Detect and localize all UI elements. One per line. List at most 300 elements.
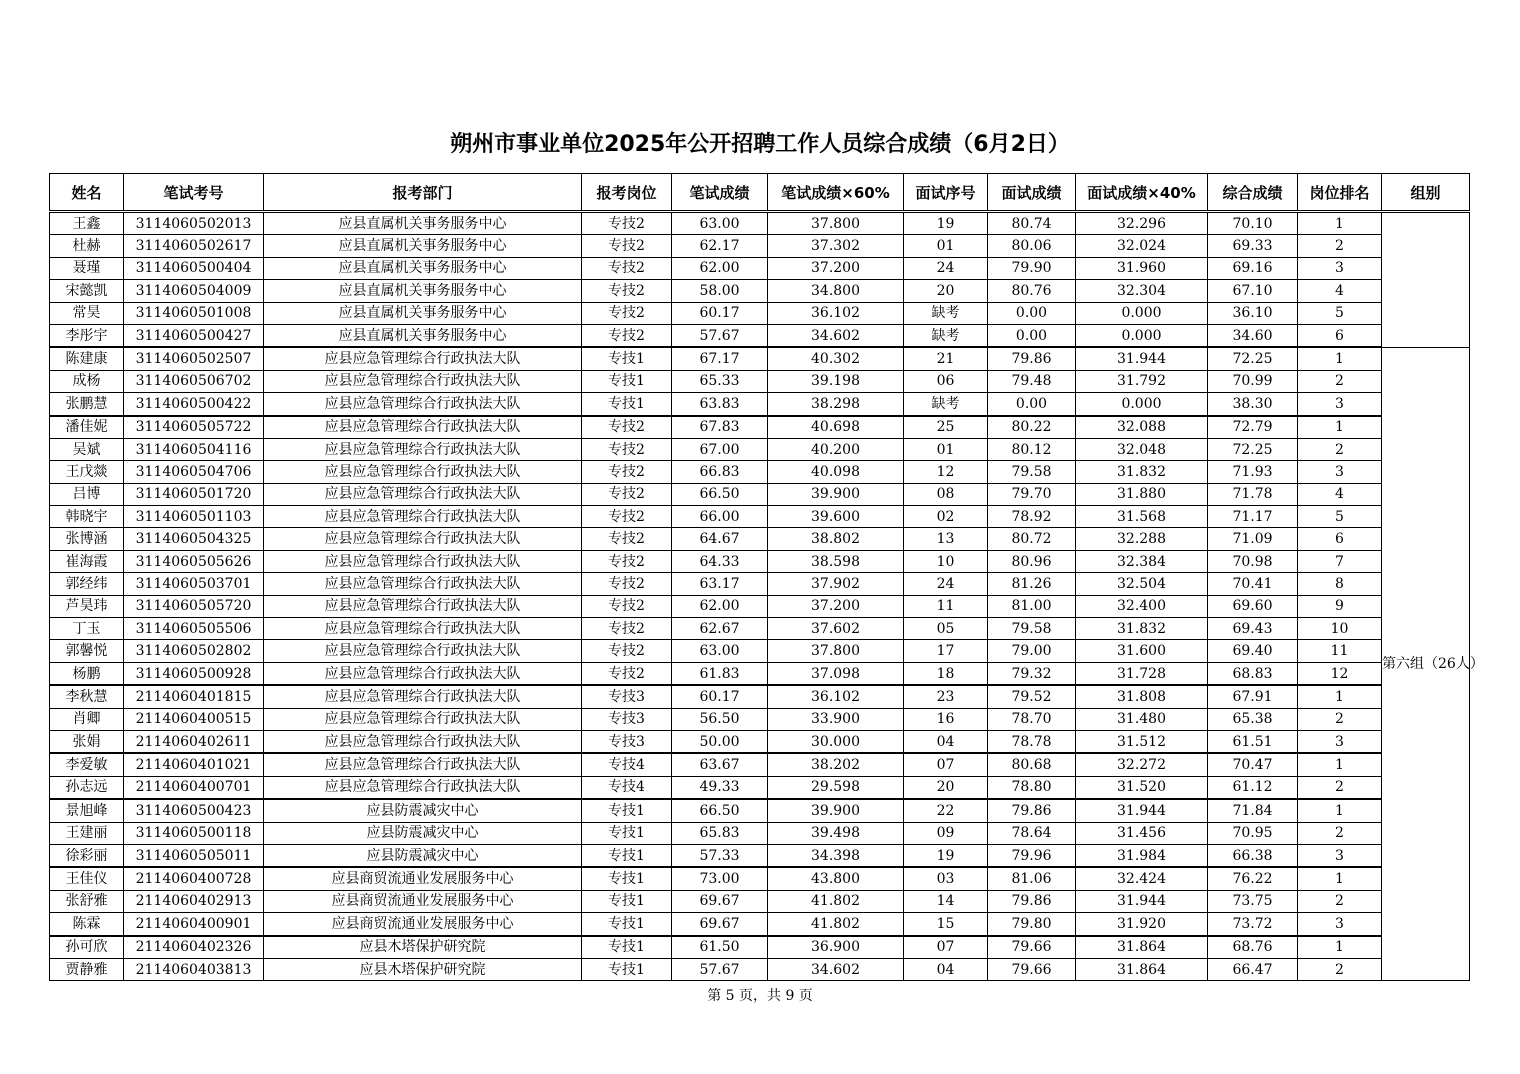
table-row: [50, 506, 1470, 528]
cell-interview-seq: 缺考: [904, 302, 988, 324]
cell-interview-score: 80.72: [988, 528, 1076, 550]
cell-interview-score: 79.58: [988, 618, 1076, 640]
table-row: [50, 393, 1470, 416]
cell-rank: 4: [1298, 483, 1382, 505]
cell-post: 专技2: [582, 324, 672, 347]
cell-interview-seq: 01: [904, 235, 988, 257]
cell-department: 应县防震减灾中心: [264, 822, 582, 844]
cell-exam-id: 2114060400901: [124, 913, 264, 936]
cell-total-score: 69.33: [1208, 235, 1298, 257]
cell-exam-id: 3114060505720: [124, 595, 264, 617]
cell-name: 吴斌: [50, 438, 124, 460]
cell-total-score: 71.17: [1208, 506, 1298, 528]
cell-exam-id: 2114060400728: [124, 867, 264, 890]
cell-written-score: 57.67: [672, 958, 768, 980]
page-footer: 第 5 页，共 9 页: [707, 988, 813, 1004]
table-row: [50, 347, 1470, 370]
cell-rank: 3: [1298, 730, 1382, 753]
cell-name: 李秋慧: [50, 685, 124, 708]
cell-name: 张鹏慧: [50, 393, 124, 416]
cell-interview-score: 80.96: [988, 550, 1076, 572]
cell-written-60: 40.200: [768, 438, 904, 460]
cell-rank: 2: [1298, 370, 1382, 392]
cell-interview-score: 79.86: [988, 347, 1076, 370]
cell-rank: 10: [1298, 618, 1382, 640]
cell-written-60: 37.302: [768, 235, 904, 257]
cell-post: 专技2: [582, 235, 672, 257]
cell-rank: 3: [1298, 461, 1382, 483]
cell-department: 应县应急管理综合行政执法大队: [264, 528, 582, 550]
cell-rank: 3: [1298, 844, 1382, 867]
cell-written-60: 41.802: [768, 913, 904, 936]
cell-written-score: 49.33: [672, 776, 768, 799]
cell-rank: 2: [1298, 822, 1382, 844]
cell-written-60: 41.802: [768, 890, 904, 912]
cell-name: 郭馨悦: [50, 640, 124, 662]
cell-written-score: 73.00: [672, 867, 768, 890]
cell-interview-seq: 24: [904, 257, 988, 279]
cell-department: 应县应急管理综合行政执法大队: [264, 595, 582, 617]
cell-interview-seq: 03: [904, 867, 988, 890]
cell-total-score: 36.10: [1208, 302, 1298, 324]
cell-post: 专技2: [582, 302, 672, 324]
cell-total-score: 71.84: [1208, 799, 1298, 822]
cell-interview-score: 80.12: [988, 438, 1076, 460]
cell-interview-seq: 21: [904, 347, 988, 370]
cell-name: 景旭峰: [50, 799, 124, 822]
cell-written-60: 38.202: [768, 753, 904, 776]
cell-department: 应县商贸流通业发展服务中心: [264, 890, 582, 912]
cell-post: 专技2: [582, 640, 672, 662]
cell-written-60: 37.098: [768, 662, 904, 685]
cell-name: 张娟: [50, 730, 124, 753]
cell-name: 崔海霞: [50, 550, 124, 572]
cell-interview-seq: 13: [904, 528, 988, 550]
cell-name: 张博涵: [50, 528, 124, 550]
cell-interview-seq: 24: [904, 573, 988, 595]
cell-written-60: 30.000: [768, 730, 904, 753]
cell-department: 应县应急管理综合行政执法大队: [264, 662, 582, 685]
cell-department: 应县直属机关事务服务中心: [264, 302, 582, 324]
header-rank: 岗位排名: [1298, 174, 1382, 212]
cell-written-60: 34.800: [768, 280, 904, 302]
cell-written-60: 39.498: [768, 822, 904, 844]
cell-interview-score: 79.86: [988, 799, 1076, 822]
cell-interview-40: 31.456: [1076, 822, 1208, 844]
cell-department: 应县应急管理综合行政执法大队: [264, 393, 582, 416]
cell-department: 应县木塔保护研究院: [264, 958, 582, 980]
cell-post: 专技4: [582, 753, 672, 776]
cell-interview-score: 79.86: [988, 890, 1076, 912]
cell-exam-id: 3114060502617: [124, 235, 264, 257]
header-written-score: 笔试成绩: [672, 174, 768, 212]
cell-exam-id: 3114060505506: [124, 618, 264, 640]
cell-department: 应县应急管理综合行政执法大队: [264, 461, 582, 483]
cell-interview-40: 32.304: [1076, 280, 1208, 302]
cell-rank: 6: [1298, 324, 1382, 347]
cell-exam-id: 2114060401815: [124, 685, 264, 708]
header-row: [50, 174, 1470, 212]
cell-department: 应县木塔保护研究院: [264, 936, 582, 959]
cell-written-score: 60.17: [672, 302, 768, 324]
cell-department: 应县应急管理综合行政执法大队: [264, 685, 582, 708]
cell-department: 应县应急管理综合行政执法大队: [264, 483, 582, 505]
cell-written-60: 39.900: [768, 483, 904, 505]
cell-interview-40: 0.000: [1076, 324, 1208, 347]
cell-name: 杜赫: [50, 235, 124, 257]
cell-interview-40: 32.048: [1076, 438, 1208, 460]
cell-written-60: 29.598: [768, 776, 904, 799]
cell-written-60: 36.900: [768, 936, 904, 959]
cell-written-score: 65.83: [672, 822, 768, 844]
cell-total-score: 61.51: [1208, 730, 1298, 753]
cell-rank: 2: [1298, 776, 1382, 799]
cell-total-score: 72.79: [1208, 416, 1298, 439]
cell-post: 专技1: [582, 867, 672, 890]
cell-post: 专技3: [582, 685, 672, 708]
cell-written-score: 67.17: [672, 347, 768, 370]
cell-name: 王佳仪: [50, 867, 124, 890]
cell-interview-40: 31.792: [1076, 370, 1208, 392]
cell-department: 应县直属机关事务服务中心: [264, 324, 582, 347]
cell-interview-40: 31.728: [1076, 662, 1208, 685]
cell-written-score: 63.67: [672, 753, 768, 776]
cell-post: 专技1: [582, 844, 672, 867]
cell-interview-score: 80.76: [988, 280, 1076, 302]
cell-written-60: 34.398: [768, 844, 904, 867]
group-cell-previous: [1382, 212, 1470, 348]
cell-department: 应县应急管理综合行政执法大队: [264, 438, 582, 460]
cell-post: 专技2: [582, 280, 672, 302]
cell-written-60: 36.102: [768, 685, 904, 708]
cell-interview-40: 31.920: [1076, 913, 1208, 936]
cell-interview-seq: 22: [904, 799, 988, 822]
header-name: 姓名: [50, 174, 124, 212]
cell-post: 专技2: [582, 257, 672, 279]
cell-written-60: 34.602: [768, 958, 904, 980]
cell-total-score: 69.43: [1208, 618, 1298, 640]
cell-rank: 2: [1298, 958, 1382, 980]
table-row: [50, 913, 1470, 936]
cell-written-60: 37.800: [768, 212, 904, 235]
cell-rank: 7: [1298, 550, 1382, 572]
header-interview-seq: 面试序号: [904, 174, 988, 212]
cell-total-score: 69.16: [1208, 257, 1298, 279]
cell-interview-seq: 19: [904, 212, 988, 235]
table-row: [50, 257, 1470, 279]
cell-name: 王鑫: [50, 212, 124, 235]
cell-department: 应县应急管理综合行政执法大队: [264, 776, 582, 799]
cell-written-score: 64.67: [672, 528, 768, 550]
cell-interview-40: 31.480: [1076, 708, 1208, 730]
cell-exam-id: 3114060502802: [124, 640, 264, 662]
cell-total-score: 34.60: [1208, 324, 1298, 347]
cell-post: 专技2: [582, 595, 672, 617]
cell-total-score: 72.25: [1208, 347, 1298, 370]
cell-exam-id: 3114060504706: [124, 461, 264, 483]
cell-post: 专技2: [582, 573, 672, 595]
cell-written-score: 64.33: [672, 550, 768, 572]
cell-name: 成杨: [50, 370, 124, 392]
cell-name: 徐彩丽: [50, 844, 124, 867]
cell-written-60: 34.602: [768, 324, 904, 347]
table-row: [50, 640, 1470, 662]
cell-department: 应县应急管理综合行政执法大队: [264, 370, 582, 392]
cell-total-score: 68.76: [1208, 936, 1298, 959]
cell-interview-seq: 15: [904, 913, 988, 936]
page-title: 朔州市事业单位2025年公开招聘工作人员综合成绩（6月2日）: [450, 132, 1070, 157]
table-row: [50, 370, 1470, 392]
cell-post: 专技1: [582, 347, 672, 370]
cell-interview-40: 31.880: [1076, 483, 1208, 505]
cell-exam-id: 3114060504116: [124, 438, 264, 460]
cell-department: 应县直属机关事务服务中心: [264, 235, 582, 257]
cell-interview-40: 32.288: [1076, 528, 1208, 550]
cell-written-60: 37.602: [768, 618, 904, 640]
cell-interview-seq: 18: [904, 662, 988, 685]
cell-post: 专技2: [582, 212, 672, 235]
cell-exam-id: 3114060503701: [124, 573, 264, 595]
cell-interview-40: 31.944: [1076, 347, 1208, 370]
cell-written-score: 57.33: [672, 844, 768, 867]
cell-written-60: 37.902: [768, 573, 904, 595]
table-row: [50, 235, 1470, 257]
cell-department: 应县应急管理综合行政执法大队: [264, 347, 582, 370]
cell-total-score: 68.83: [1208, 662, 1298, 685]
table-row: [50, 550, 1470, 572]
cell-department: 应县应急管理综合行政执法大队: [264, 708, 582, 730]
cell-written-score: 62.67: [672, 618, 768, 640]
cell-interview-score: 78.92: [988, 506, 1076, 528]
cell-post: 专技2: [582, 550, 672, 572]
table-row: [50, 844, 1470, 867]
cell-written-60: 39.900: [768, 799, 904, 822]
table-row: [50, 416, 1470, 439]
cell-name: 李爱敏: [50, 753, 124, 776]
cell-written-score: 62.17: [672, 235, 768, 257]
cell-name: 张舒雅: [50, 890, 124, 912]
cell-rank: 2: [1298, 708, 1382, 730]
cell-total-score: 67.10: [1208, 280, 1298, 302]
cell-interview-40: 31.984: [1076, 844, 1208, 867]
cell-written-score: 63.17: [672, 573, 768, 595]
cell-written-60: 40.098: [768, 461, 904, 483]
cell-exam-id: 3114060501103: [124, 506, 264, 528]
cell-interview-40: 31.520: [1076, 776, 1208, 799]
cell-department: 应县应急管理综合行政执法大队: [264, 640, 582, 662]
cell-exam-id: 3114060500423: [124, 799, 264, 822]
cell-rank: 6: [1298, 528, 1382, 550]
cell-post: 专技1: [582, 913, 672, 936]
cell-department: 应县应急管理综合行政执法大队: [264, 550, 582, 572]
cell-interview-score: 0.00: [988, 393, 1076, 416]
cell-written-score: 66.50: [672, 483, 768, 505]
cell-department: 应县直属机关事务服务中心: [264, 280, 582, 302]
cell-written-score: 66.00: [672, 506, 768, 528]
cell-name: 肖卿: [50, 708, 124, 730]
cell-total-score: 69.40: [1208, 640, 1298, 662]
table-row: [50, 212, 1470, 235]
cell-total-score: 70.41: [1208, 573, 1298, 595]
cell-total-score: 70.95: [1208, 822, 1298, 844]
cell-interview-seq: 07: [904, 936, 988, 959]
cell-interview-seq: 25: [904, 416, 988, 439]
cell-written-score: 63.00: [672, 640, 768, 662]
cell-written-60: 37.800: [768, 640, 904, 662]
cell-exam-id: 3114060500427: [124, 324, 264, 347]
cell-post: 专技3: [582, 730, 672, 753]
cell-exam-id: 3114060502013: [124, 212, 264, 235]
cell-interview-score: 81.00: [988, 595, 1076, 617]
table-row: [50, 890, 1470, 912]
cell-total-score: 66.47: [1208, 958, 1298, 980]
cell-interview-score: 80.22: [988, 416, 1076, 439]
cell-interview-seq: 01: [904, 438, 988, 460]
cell-interview-score: 79.48: [988, 370, 1076, 392]
cell-exam-id: 3114060500404: [124, 257, 264, 279]
cell-rank: 2: [1298, 438, 1382, 460]
cell-interview-score: 80.68: [988, 753, 1076, 776]
cell-interview-40: 32.424: [1076, 867, 1208, 890]
cell-rank: 1: [1298, 936, 1382, 959]
cell-total-score: 73.72: [1208, 913, 1298, 936]
cell-rank: 1: [1298, 685, 1382, 708]
cell-interview-score: 79.66: [988, 958, 1076, 980]
cell-total-score: 71.78: [1208, 483, 1298, 505]
cell-post: 专技4: [582, 776, 672, 799]
cell-rank: 3: [1298, 913, 1382, 936]
cell-interview-score: 81.26: [988, 573, 1076, 595]
cell-written-60: 40.698: [768, 416, 904, 439]
cell-written-score: 63.00: [672, 212, 768, 235]
cell-total-score: 70.98: [1208, 550, 1298, 572]
table-row: [50, 776, 1470, 799]
cell-rank: 8: [1298, 573, 1382, 595]
table-row: [50, 799, 1470, 822]
cell-written-score: 62.00: [672, 595, 768, 617]
cell-interview-seq: 14: [904, 890, 988, 912]
cell-post: 专技1: [582, 822, 672, 844]
cell-interview-40: 31.568: [1076, 506, 1208, 528]
header-department: 报考部门: [264, 174, 582, 212]
cell-total-score: 70.10: [1208, 212, 1298, 235]
cell-written-score: 60.17: [672, 685, 768, 708]
cell-interview-score: 79.96: [988, 844, 1076, 867]
cell-post: 专技1: [582, 370, 672, 392]
table-row: [50, 822, 1470, 844]
cell-name: 丁玉: [50, 618, 124, 640]
cell-interview-score: 78.80: [988, 776, 1076, 799]
cell-post: 专技3: [582, 708, 672, 730]
cell-interview-seq: 11: [904, 595, 988, 617]
cell-interview-score: 79.70: [988, 483, 1076, 505]
cell-total-score: 67.91: [1208, 685, 1298, 708]
table-row: [50, 936, 1470, 959]
cell-written-60: 37.200: [768, 595, 904, 617]
cell-department: 应县直属机关事务服务中心: [264, 257, 582, 279]
cell-interview-seq: 10: [904, 550, 988, 572]
cell-interview-40: 32.400: [1076, 595, 1208, 617]
table-row: [50, 662, 1470, 685]
cell-written-60: 39.198: [768, 370, 904, 392]
cell-exam-id: 3114060500422: [124, 393, 264, 416]
cell-name: 陈霖: [50, 913, 124, 936]
cell-interview-score: 79.00: [988, 640, 1076, 662]
cell-name: 潘佳妮: [50, 416, 124, 439]
table-row: [50, 708, 1470, 730]
cell-rank: 2: [1298, 235, 1382, 257]
cell-interview-40: 32.504: [1076, 573, 1208, 595]
cell-exam-id: 3114060501720: [124, 483, 264, 505]
cell-interview-score: 78.70: [988, 708, 1076, 730]
cell-interview-40: 32.024: [1076, 235, 1208, 257]
cell-written-score: 69.67: [672, 890, 768, 912]
cell-department: 应县应急管理综合行政执法大队: [264, 506, 582, 528]
cell-department: 应县应急管理综合行政执法大队: [264, 416, 582, 439]
cell-interview-40: 31.944: [1076, 799, 1208, 822]
cell-interview-seq: 16: [904, 708, 988, 730]
cell-rank: 11: [1298, 640, 1382, 662]
header-total-score: 综合成绩: [1208, 174, 1298, 212]
cell-interview-score: 81.06: [988, 867, 1076, 890]
cell-interview-score: 79.66: [988, 936, 1076, 959]
cell-department: 应县直属机关事务服务中心: [264, 212, 582, 235]
cell-total-score: 66.38: [1208, 844, 1298, 867]
cell-rank: 9: [1298, 595, 1382, 617]
cell-name: 郭经纬: [50, 573, 124, 595]
cell-interview-seq: 07: [904, 753, 988, 776]
cell-interview-40: 31.944: [1076, 890, 1208, 912]
cell-total-score: 73.75: [1208, 890, 1298, 912]
cell-post: 专技2: [582, 483, 672, 505]
cell-interview-seq: 06: [904, 370, 988, 392]
cell-written-60: 38.598: [768, 550, 904, 572]
cell-name: 孙可欣: [50, 936, 124, 959]
cell-written-60: 38.298: [768, 393, 904, 416]
cell-exam-id: 2114060401021: [124, 753, 264, 776]
cell-rank: 1: [1298, 416, 1382, 439]
cell-exam-id: 3114060505011: [124, 844, 264, 867]
cell-interview-40: 32.384: [1076, 550, 1208, 572]
cell-written-score: 66.83: [672, 461, 768, 483]
cell-name: 宋懿凯: [50, 280, 124, 302]
cell-exam-id: 3114060506702: [124, 370, 264, 392]
cell-interview-score: 80.74: [988, 212, 1076, 235]
cell-interview-40: 0.000: [1076, 393, 1208, 416]
header-group: 组别: [1382, 174, 1470, 212]
cell-name: 吕博: [50, 483, 124, 505]
cell-interview-score: 79.90: [988, 257, 1076, 279]
cell-department: 应县商贸流通业发展服务中心: [264, 867, 582, 890]
cell-department: 应县应急管理综合行政执法大队: [264, 753, 582, 776]
cell-post: 专技1: [582, 890, 672, 912]
cell-interview-score: 79.52: [988, 685, 1076, 708]
cell-written-score: 67.00: [672, 438, 768, 460]
cell-interview-seq: 05: [904, 618, 988, 640]
cell-department: 应县应急管理综合行政执法大队: [264, 730, 582, 753]
cell-interview-40: 32.272: [1076, 753, 1208, 776]
cell-interview-seq: 17: [904, 640, 988, 662]
table-row: [50, 753, 1470, 776]
table-row: [50, 461, 1470, 483]
cell-total-score: 71.93: [1208, 461, 1298, 483]
group-cell: 第六组（26人）: [1382, 347, 1470, 980]
cell-written-60: 33.900: [768, 708, 904, 730]
cell-department: 应县商贸流通业发展服务中心: [264, 913, 582, 936]
cell-rank: 5: [1298, 302, 1382, 324]
cell-interview-seq: 08: [904, 483, 988, 505]
cell-post: 专技2: [582, 662, 672, 685]
